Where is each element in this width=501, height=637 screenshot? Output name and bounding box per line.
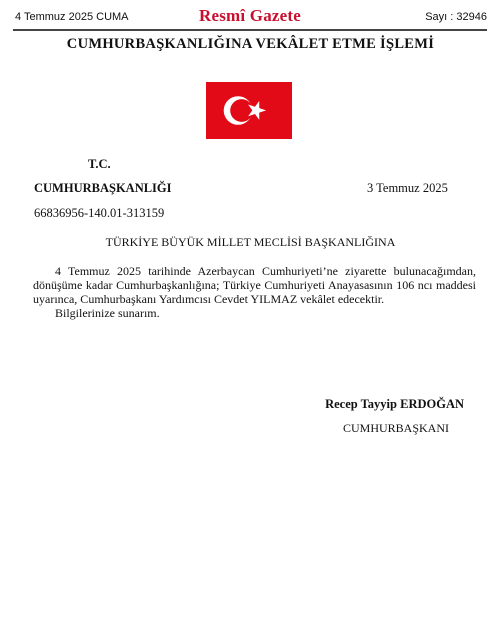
issue-number: Sayı : 32946 [425,11,487,23]
institution-name: CUMHURBAŞKANLIĞI [34,181,172,195]
header-date: 4 Temmuz 2025 CUMA [15,11,129,23]
institution-tc: T.C. [88,157,111,171]
body-paragraph: 4 Temmuz 2025 tarihinde Azerbaycan Cumhuriyeti’ne ziyarette bulunacağımdan, dönüşüme kadar Cumhurbaşkanlığına; Türkiye Cumhuriyeti Anayasasının 106 ncı maddesi uyarınca, Cumhurbaşkanı Yardımcısı Cevdet YILMAZ vekâlet edecektir. [33,264,476,306]
letter-date: 3 Temmuz 2025 [367,181,448,195]
letter-body [33,264,476,306]
document-title: CUMHURBAŞKANLIĞINA VEKÂLET ETME İŞLEMİ [66,36,435,52]
turkish-flag-icon [206,82,292,139]
addressee: TÜRKİYE BÜYÜK MİLLET MECLİSİ BAŞKANLIĞINA [105,235,396,249]
gazette-header [13,6,487,28]
gazette-title: Resmî Gazete [199,6,301,25]
header-divider [13,29,487,31]
signatory-name: Recep Tayyip ERDOĞAN [325,397,464,411]
reference-number: 66836956-140.01-313159 [34,206,165,220]
closing-line: Bilgilerinize sunarım. [55,306,160,320]
signatory-title: CUMHURBAŞKANI [342,421,449,435]
